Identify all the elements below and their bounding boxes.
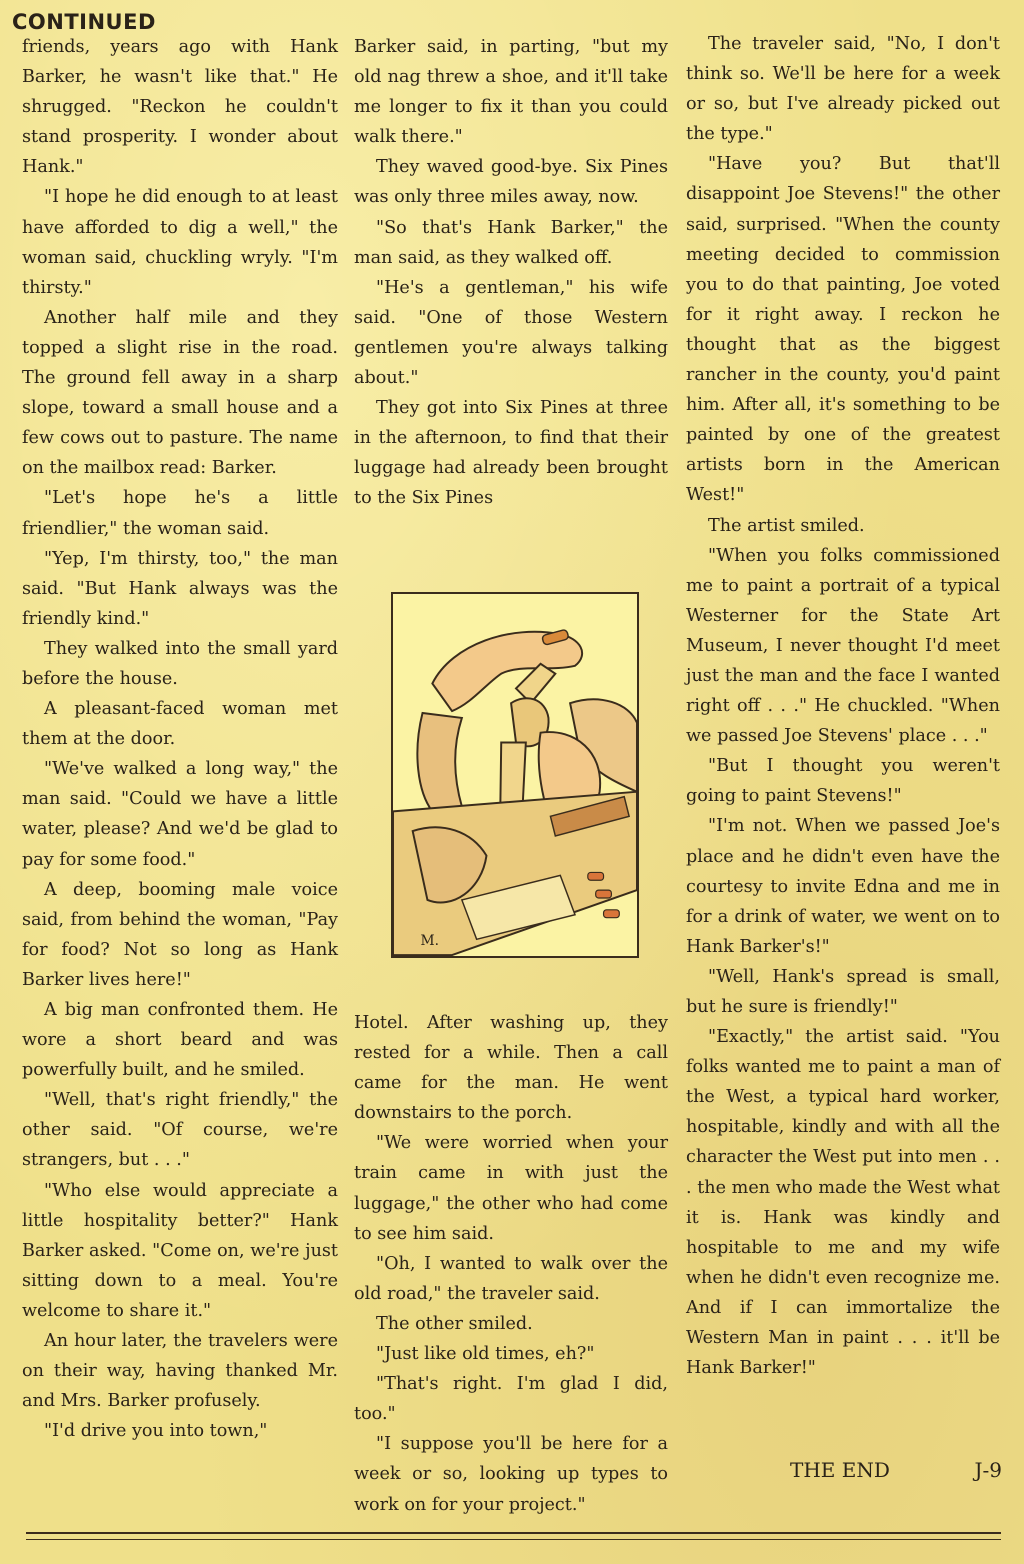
bottom-rule [26,1532,1001,1534]
column-2-top [354,32,668,514]
bottom-rule-thin [26,1539,1001,1540]
paragraph: The other smiled. [376,1313,533,1334]
column-1 [22,32,338,1446]
paragraph: "I'm not. When we passed Joe's place and he didn't even have the courtesy to invite Edna and me in for a drink of water, we went on to Hank Barker's!" [686,816,1000,957]
paragraph: "When you folks commissioned me to paint a portrait of a typical Westerner for the State Art Museum, I never thought I'd meet just the man and the face I wanted right off . . ." He chuckled. "When we passed Joe Stevens' place . . ." [686,545,1000,747]
paragraph: "I suppose you'll be here for a week or so, looking up types to work on for your project." [354,1434,668,1515]
paragraph: "Who else would appreciate a little hospitality better?" Hank Barker asked. "Come on, we're just sitting down to a meal. You're welcome to share it." [22,1180,338,1321]
paragraph: "Well, that's right friendly," the other said. "Of course, we're strangers, but . . ." [22,1090,338,1171]
paragraph: "Exactly," the artist said. "You folks wanted me to paint a man of the West, a typical hard worker, hospitable, kindly and with all the character the West put into men . . . the men who made the West what it is. Hank was kindly and hospitable to me and my wife when he didn't even recognize me. And if I can immortalize the Western Man in paint . . . it'll be Hank Barker!" [686,1027,1000,1379]
paragraph: An hour later, the travelers were on their way, having thanked Mr. and Mrs. Barker profusely. [22,1331,338,1412]
the-end-label: THE END [790,1458,890,1482]
paragraph: "We were worried when your train came in with just the luggage," the other who had come to see him said. [354,1133,668,1244]
revolver-loading-illustration [391,592,639,958]
paragraph: "But I thought you weren't going to paint Stevens!" [686,756,1000,807]
paragraph: Another half mile and they topped a slight rise in the road. The ground fell away in a sharp slope, toward a small house and a few cows out to pasture. The name on the mailbox read: Barker. [22,307,338,479]
paragraph: They walked into the small yard before the house. [22,638,338,689]
paragraph: "Well, Hank's spread is small, but he sure is friendly!" [686,966,1000,1017]
paragraph: They waved good-bye. Six Pines was only three miles away, now. [354,157,668,208]
paragraph: "He's a gentleman," his wife said. "One of those Western gentlemen you're always talking about." [354,277,668,389]
continued-header: CONTINUED [12,10,156,34]
paragraph: friends, years ago with Hank Barker, he wasn't like that." He shrugged. "Reckon he couldn't stand prosperity. I wonder about Hank." [22,37,338,178]
paragraph: "Just like old times, eh?" [376,1344,595,1365]
paragraph: "That's right. I'm glad I did, too." [354,1374,668,1425]
paragraph: A big man confronted them. He wore a short beard and was powerfully built, and he smiled. [22,1000,338,1081]
story-end-line [790,1458,1002,1482]
paragraph: The traveler said, "No, I don't think so. We'll be here for a week or so, but I've already picked out the type." [686,34,1000,145]
paragraph: "Oh, I wanted to walk over the old road," the traveler said. [354,1253,668,1304]
paragraph: "Let's hope he's a little friendlier," the woman said. [22,488,338,539]
column-2-bottom [354,1008,668,1520]
paragraph: "We've walked a long way," the man said. "Could we have a little water, please? And we'd be glad to pay for some food." [22,759,338,870]
artist-signature: M. [420,933,440,950]
paragraph: "Have you? But that'll disappoint Joe Stevens!" the other said, surprised. "When the county meeting decided to commission you to do that painting, Joe voted for it right away. I reckon he thought that as the biggest rancher in the county, you'd paint him. After all, it's something to be painted by one of the greatest artists born in the American West!" [686,154,1000,506]
paragraph: "I'd drive you into town," [44,1421,268,1442]
paragraph: Barker said, in parting, "but my old nag threw a shoe, and it'll take me longer to fix it than you could walk there." [354,37,668,148]
paragraph: "So that's Hank Barker," the man said, as they walked off. [354,217,668,268]
paragraph: Hotel. After washing up, they rested for a while. Then a call came for the man. He went downstairs to the porch. [354,1013,668,1124]
paragraph: "I hope he did enough to at least have afforded to dig a well," the woman said, chuckling wryly. "I'm thirsty." [22,187,338,298]
page-code: J-9 [974,1458,1002,1482]
revolver-drawing [393,594,637,956]
paragraph: A pleasant-faced woman met them at the door. [22,699,338,750]
column-3 [686,29,1000,1383]
paragraph: A deep, booming male voice said, from behind the woman, "Pay for food? Not so long as Hank Barker lives here!" [22,879,338,990]
paragraph: The artist smiled. [708,515,865,536]
paragraph: "Yep, I'm thirsty, too," the man said. "But Hank always was the friendly kind." [22,548,338,629]
paragraph: They got into Six Pines at three in the afternoon, to find that their luggage had already been brought to the Six Pines [354,398,668,509]
